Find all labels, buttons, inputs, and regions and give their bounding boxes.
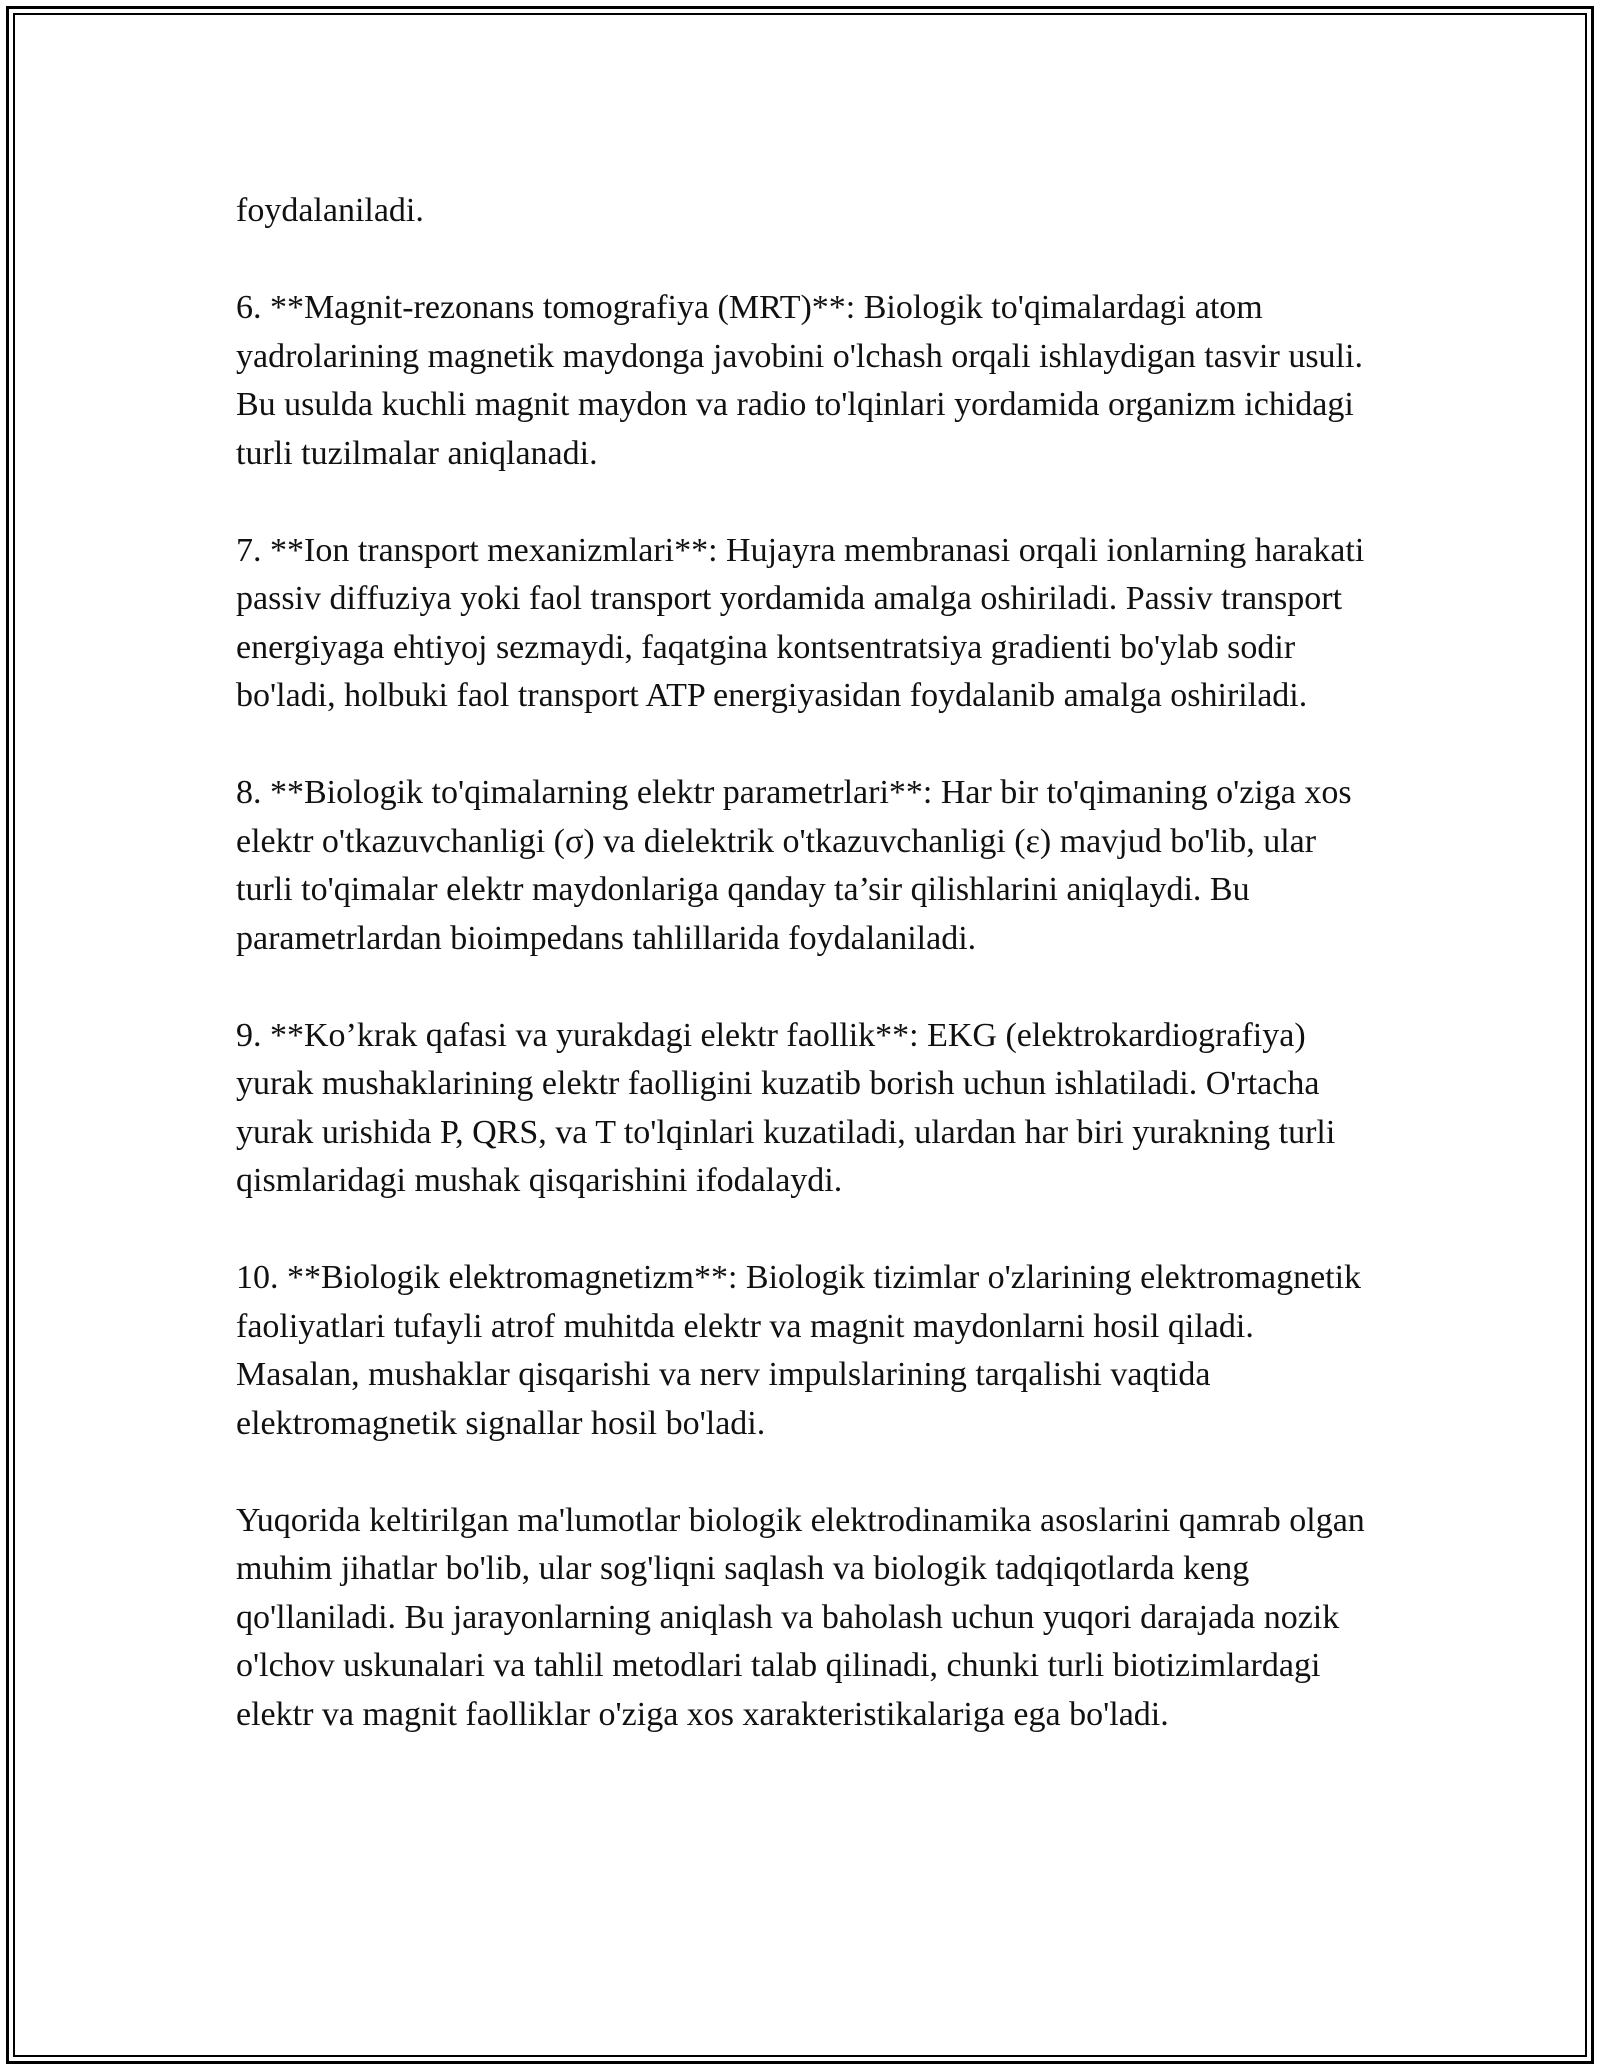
paragraph-conclusion: Yuqorida keltirilgan ma'lumotlar biologik elektrodinamika asoslarini qamrab olgan muhim jihatlar bo'lib, ular sog'liqni saqlash va biologik tadqiqotlarda keng qo'llaniladi. Bu jarayonlarning aniqlash va baholash uchun yuqori darajada nozik o'lchov uskunalari va tahlil metodlari talab qilinadi, chunki turli biotizimlardagi elektr va magnit faolliklar o'ziga xos xarakteristikalariga ega bo'ladi.	[236, 1501, 1365, 1733]
paragraph-item-10-bioelectromagnetism: 10. **Biologik elektromagnetizm**: Biologik tizimlar o'zlarining elektromagnetik faoliyatlari tufayli atrof muhitda elektr va magnit maydonlarni hosil qiladi. Masalan, mushaklar qisqarishi va nerv impulslarining tarqalishi vaqtida elektromagnetik signallar hosil bo'ladi.	[236, 1259, 1362, 1442]
document-body	[236, 187, 1376, 1739]
paragraph-item-6-mrt: 6. **Magnit-rezonans tomografiya (MRT)**: Biologik to'qimalardagi atom yadrolarining magnetik maydonga javobini o'lchash orqali ishlaydigan tasvir usuli. Bu usulda kuchli magnit maydon va radio to'lqinlari yordamida organizm ichidagi turli tuzilmalar aniqlanadi.	[236, 289, 1363, 472]
paragraph-item-7-ion-transport: 7. **Ion transport mexanizmlari**: Hujayra membranasi orqali ionlarning harakati passiv diffuziya yoki faol transport yordamida amalga oshiriladi. Passiv transport energiyaga ehtiyoj sezmaydi, faqatgina kontsentratsiya gradienti bo'ylab sodir bo'ladi, holbuki faol transport ATP energiyasidan foydalanib amalga oshiriladi.	[236, 531, 1365, 714]
paragraph-item-9-ekg: 9. **Ko’krak qafasi va yurakdagi elektr faollik**: EKG (elektrokardiografiya) yurak mushaklarining elektr faolligini kuzatib borish uchun ishlatiladi. O'rtacha yurak urishida P, QRS, va T to'lqinlari kuzatiladi, ulardan har biri yurakning turli qismlaridagi mushak qisqarishini ifodalaydi.	[236, 1016, 1336, 1199]
paragraph-item-8-electrical-parameters: 8. **Biologik to'qimalarning elektr parametrlari**: Har bir to'qimaning o'ziga xos elektr o'tkazuvchanligi (σ) va dielektrik o'tkazuvchanligi (ε) mavjud bo'lib, ular turli to'qimalar elektr maydonlariga qanday ta’sir qilishlarini aniqlaydi. Bu parametrlardan bioimpedans tahlillarida foydalaniladi.	[236, 774, 1352, 957]
paragraph-continuation: foydalaniladi.	[236, 192, 424, 229]
